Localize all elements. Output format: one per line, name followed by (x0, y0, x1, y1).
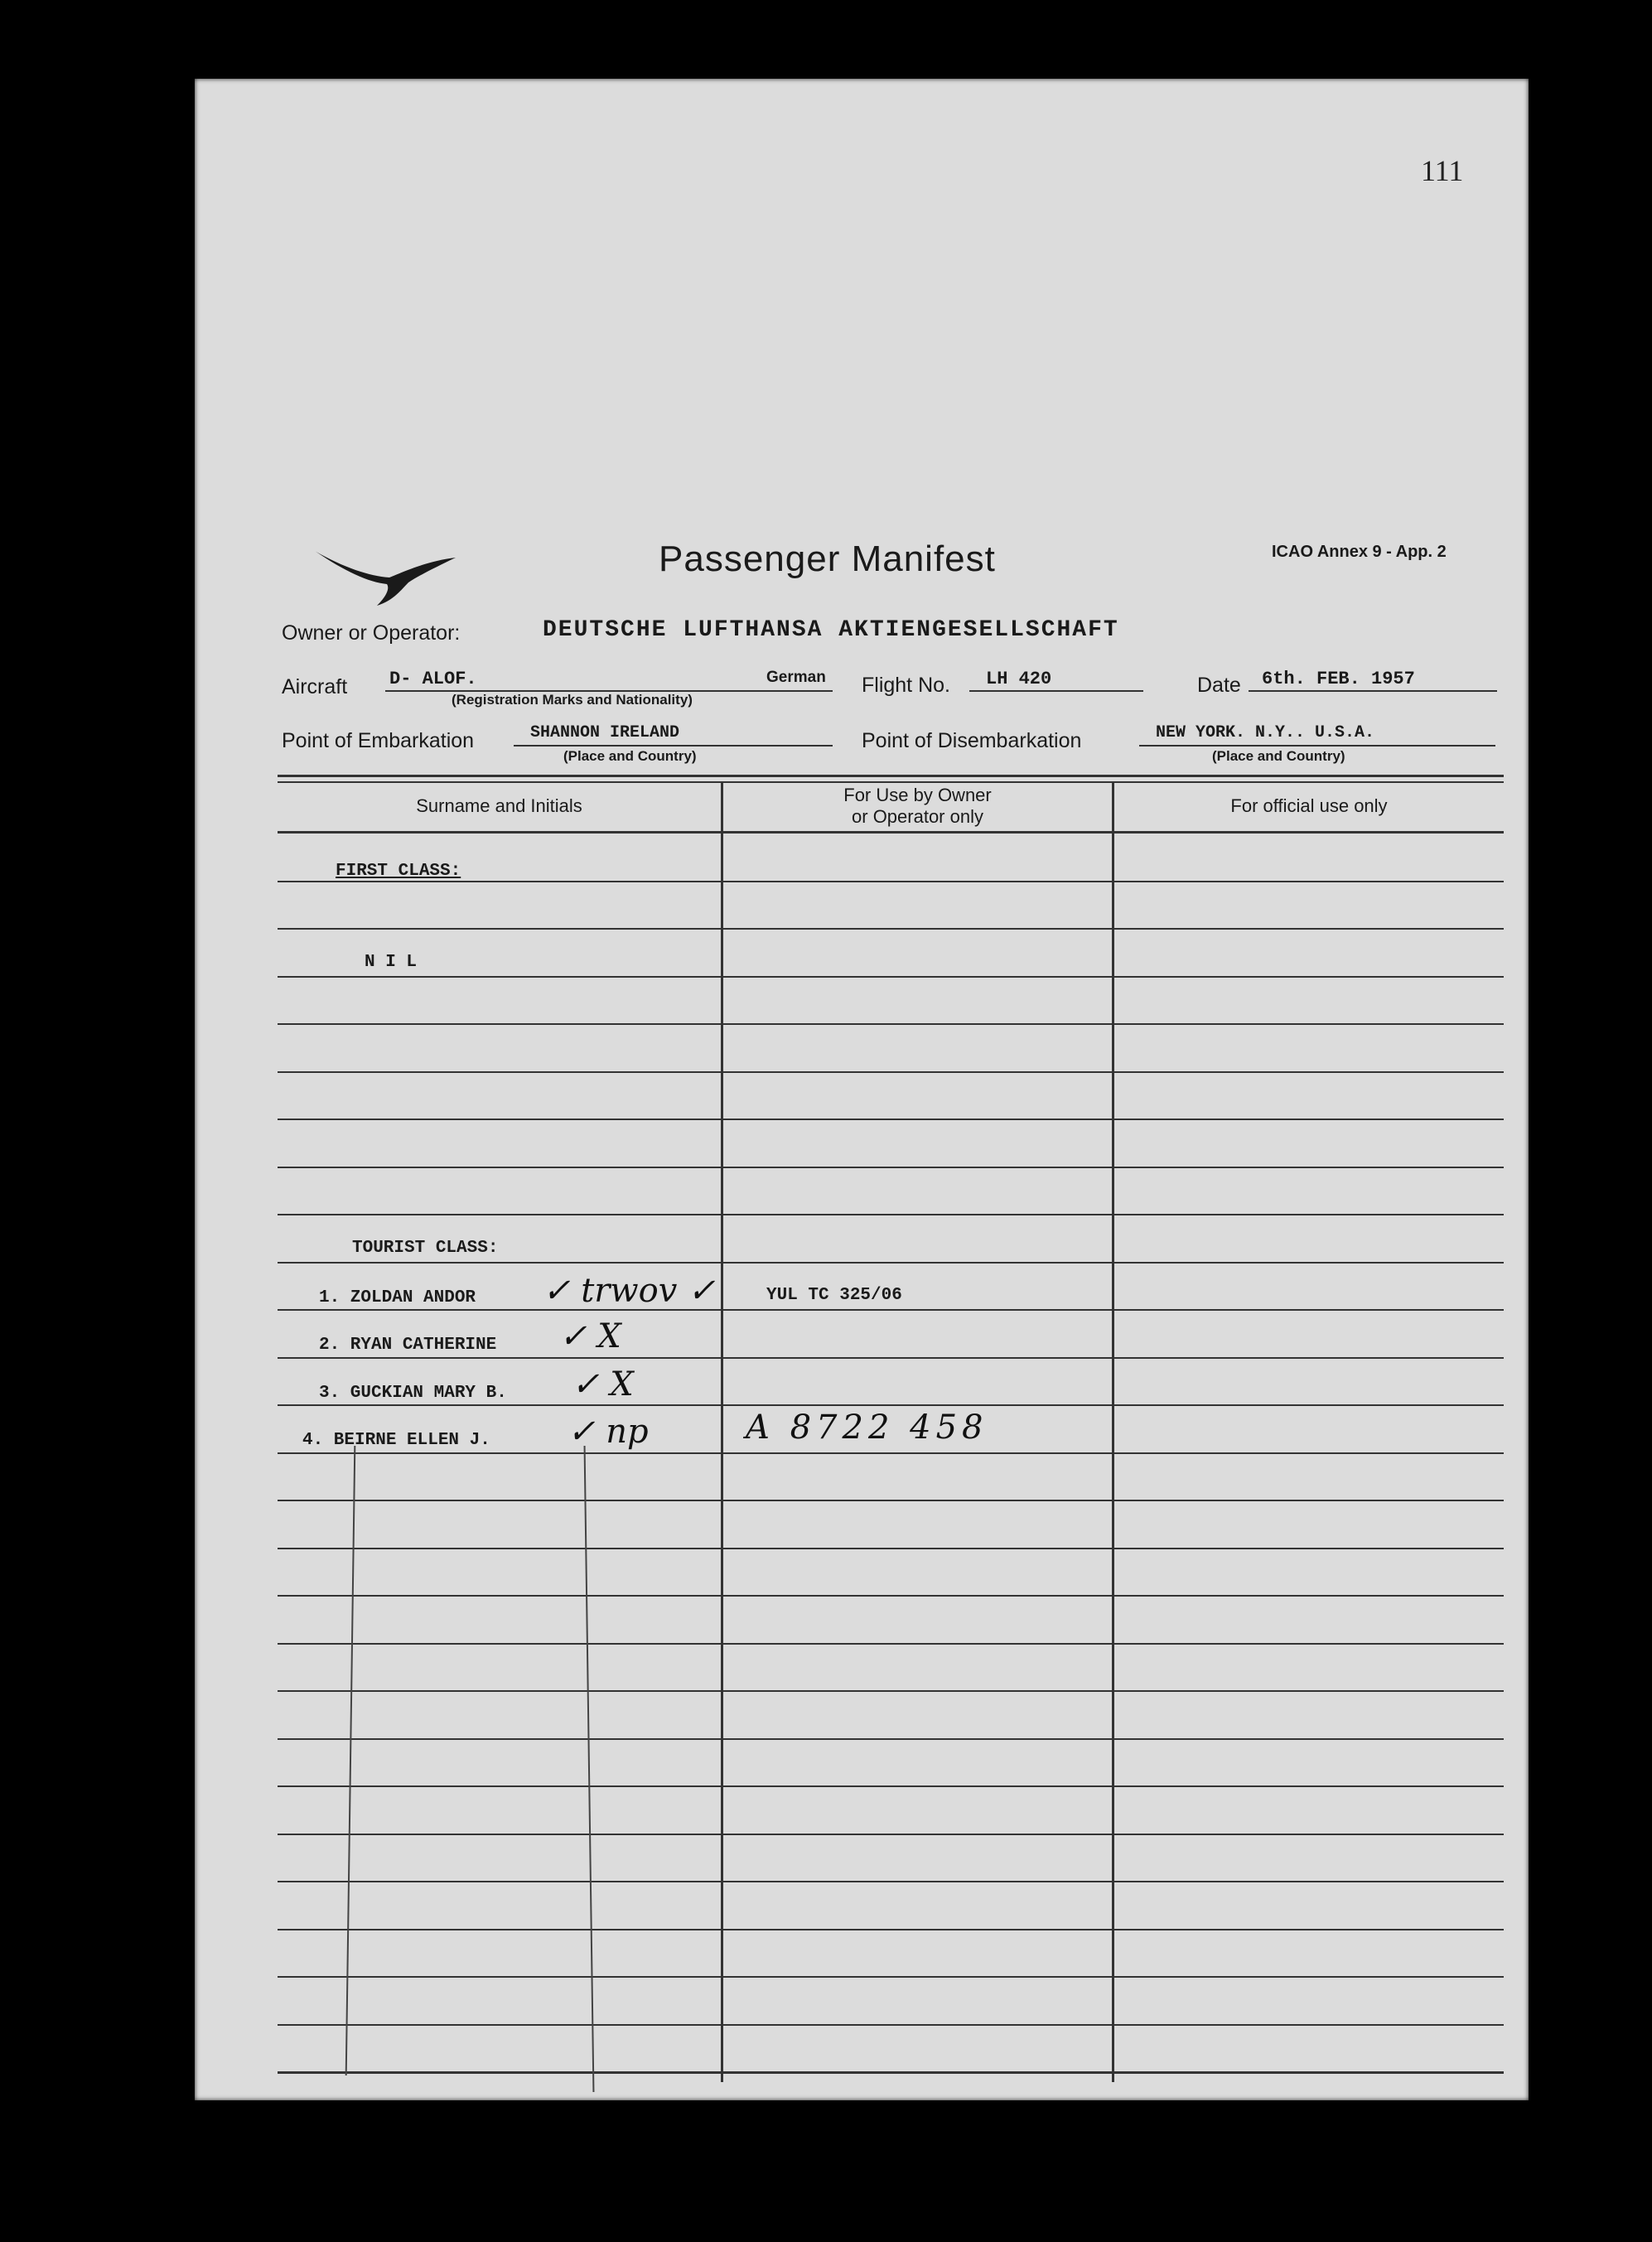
disembarkation-caption: (Place and Country) (1212, 748, 1345, 764)
aircraft-label: Aircraft (282, 675, 348, 698)
date-label: Date (1197, 674, 1241, 697)
column-header-owner-line1: For Use by Owner (843, 785, 992, 805)
passenger-4-document-number: A 8722 458 (746, 1408, 988, 1447)
aircraft-caption: (Registration Marks and Nationality) (452, 692, 693, 708)
passenger-3-handwritten-mark: ✓ X (572, 1365, 634, 1404)
passenger-row-4: 4. BEIRNE ELLEN J. (302, 1431, 490, 1450)
disembarkation-value: NEW YORK. N.Y.. U.S.A. (1156, 723, 1375, 742)
handwritten-stroke (345, 1446, 356, 2075)
annex-reference: ICAO Annex 9 - App. 2 (1272, 543, 1447, 561)
first-class-heading: FIRST CLASS: (336, 862, 461, 881)
column-header-owner-use (723, 785, 1112, 828)
passenger-4-handwritten-mark: ✓ np (568, 1413, 649, 1451)
embarkation-caption: (Place and Country) (563, 748, 697, 764)
flight-label: Flight No. (862, 674, 950, 697)
aircraft-value: D- ALOF. (389, 669, 477, 689)
tourist-class-heading: TOURIST CLASS: (352, 1239, 499, 1258)
column-header-owner-line2: or Operator only (852, 806, 983, 827)
page-number: 111 (1421, 154, 1464, 187)
page-title: Passenger Manifest (659, 539, 996, 579)
flight-value: LH 420 (986, 669, 1052, 689)
first-class-nil: N I L (365, 953, 418, 972)
handwritten-stroke (584, 1446, 595, 2092)
aircraft-nationality: German (766, 669, 826, 686)
passenger-1-handwritten-mark: ✓ trwov ✓ (543, 1272, 716, 1310)
passenger-row-2: 2. RYAN CATHERINE (319, 1336, 497, 1355)
column-header-surname: Surname and Initials (416, 795, 582, 816)
owner-value: DEUTSCHE LUFTHANSA AKTIENGESELLSCHAFT (543, 617, 1119, 643)
owner-label: Owner or Operator: (282, 621, 461, 645)
passenger-row-3: 3. GUCKIAN MARY B. (319, 1384, 507, 1403)
lufthansa-crane-icon (311, 543, 460, 609)
column-header-official-use: For official use only (1230, 795, 1388, 816)
manifest-sheet (195, 79, 1529, 2100)
passenger-1-code: YUL TC 325/06 (766, 1286, 902, 1305)
date-value: 6th. FEB. 1957 (1262, 669, 1415, 689)
embarkation-value: SHANNON IRELAND (530, 723, 680, 742)
passenger-row-1: 1. ZOLDAN ANDOR (319, 1288, 476, 1307)
embarkation-label: Point of Embarkation (282, 729, 475, 752)
passenger-2-handwritten-mark: ✓ X (559, 1317, 621, 1355)
disembarkation-label: Point of Disembarkation (862, 729, 1082, 752)
